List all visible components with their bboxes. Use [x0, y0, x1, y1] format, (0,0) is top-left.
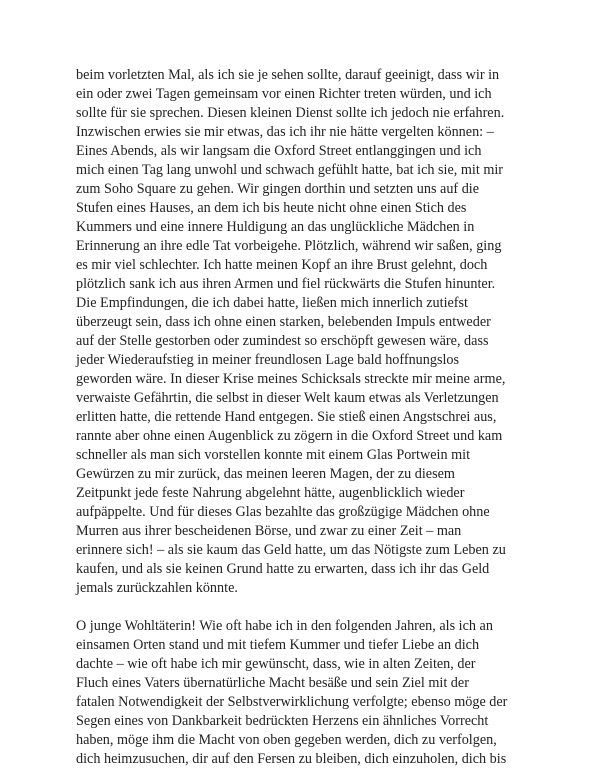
text-line: dachte – wie oft habe ich mir gewünscht, dass, wie in alten Zeiten, der	[76, 656, 476, 672]
text-line: kaufen, und als sie keinen Grund hatte zu erwarten, dass ich ihr das Geld	[76, 561, 490, 577]
text-line: mich einen Tag lang unwohl und schwach gefühlt hatte, bat ich sie, mit mir	[76, 162, 504, 178]
text-line: ein oder zwei Tagen gemeinsam vor einen Richter treten würden, und ich	[76, 86, 492, 102]
text-line: verwaiste Gefährtin, die selbst in dieser Welt kaum etwas als Verletzungen	[76, 390, 499, 406]
text-line: Gewürzen zu mir zurück, das meinen leeren Magen, der zu diesem	[76, 466, 455, 482]
text-line: Segen eines von Dankbarkeit bedrückten Herzens ein ähnliches Vorrecht	[76, 713, 489, 729]
text-line: Kummers und eine innere Huldigung an das unglückliche Mädchen in	[76, 219, 475, 235]
text-line: Murren aus ihrer bescheidenen Börse, und zwar zu einer Zeit – man	[76, 523, 462, 539]
paragraph-gap	[76, 598, 528, 617]
text-line: geworden wäre. In dieser Krise meines Schicksals streckte mir meine arme,	[76, 371, 506, 387]
paragraph-1	[76, 66, 528, 598]
text-line: haben, möge ihm die Macht von oben gegeben werden, dich zu verfolgen,	[76, 732, 497, 748]
text-line: O junge Wohltäterin! Wie oft habe ich in den folgenden Jahren, als ich an	[76, 618, 493, 634]
document-page	[76, 66, 528, 769]
text-line: rannte aber ohne einen Augenblick zu zögern in die Oxford Street und kam	[76, 428, 503, 444]
text-line: Die Empfindungen, die ich dabei hatte, ließen mich innerlich zutiefst	[76, 295, 468, 311]
text-line: erinnere sich! – als sie kaum das Geld hatte, um das Nötigste zum Leben zu	[76, 542, 506, 558]
text-line: jeder Wiederaufstieg in meiner freundlosen Lage bald hoffnungslos	[76, 352, 460, 368]
text-line: Erinnerung an ihre edle Tat vorbeigehe. Plötzlich, während wir saßen, ging	[76, 238, 502, 254]
paragraph-2	[76, 617, 528, 769]
text-line: schneller als man sich vorstellen konnte mit einem Glas Portwein mit	[76, 447, 471, 463]
text-line: Zeitpunkt jede feste Nahrung abgelehnt hätte, augenblicklich wieder	[76, 485, 465, 501]
text-line: sollte für sie sprechen. Diesen kleinen Dienst sollte ich jedoch nie erfahren.	[76, 105, 505, 121]
text-line: beim vorletzten Mal, als ich sie je sehen sollte, darauf geeinigt, dass wir in	[76, 67, 500, 83]
text-line: auf der Stelle gestorben oder zumindest so erschöpft gewesen wäre, dass	[76, 333, 489, 349]
text-line: einsamen Orten stand und mit tiefem Kummer und tiefer Liebe an dich	[76, 637, 480, 653]
text-line: überzeugt sein, dass ich ohne einen starken, belebenden Impuls entweder	[76, 314, 491, 330]
text-line: dich heimzusuchen, dir auf den Fersen zu bleiben, dich einzuholen, dich bis	[76, 751, 507, 767]
text-line: Eines Abends, als wir langsam die Oxford Street entlanggingen und ich	[76, 143, 482, 159]
text-line: es mir viel schlechter. Ich hatte meinen Kopf an ihre Brust gelehnt, doch	[76, 257, 488, 273]
text-line: jemals zurückzahlen könnte.	[76, 580, 238, 596]
text-line: Stufen eines Hauses, an dem ich bis heute nicht ohne einen Stich des	[76, 200, 467, 216]
text-line: Inzwischen erwies sie mir etwas, das ich ihr nie hätte vergelten können: –	[76, 124, 494, 140]
text-line: Fluch eines Vaters übernatürliche Macht besäße und sein Ziel mit der	[76, 675, 469, 691]
text-line: erlitten hatte, die rettende Hand entgegen. Sie stieß einen Angstschrei aus,	[76, 409, 497, 425]
text-line: fatalen Notwendigkeit der Selbstverwirklichung verfolgte; ebenso möge der	[76, 694, 508, 710]
text-line: plötzlich sank ich aus ihren Armen und fiel rückwärts die Stufen hinunter.	[76, 276, 496, 292]
text-line: zum Soho Square zu gehen. Wir gingen dorthin und setzten uns auf die	[76, 181, 480, 197]
text-line: aufpäppelte. Und für dieses Glas bezahlte das großzügige Mädchen ohne	[76, 504, 490, 520]
